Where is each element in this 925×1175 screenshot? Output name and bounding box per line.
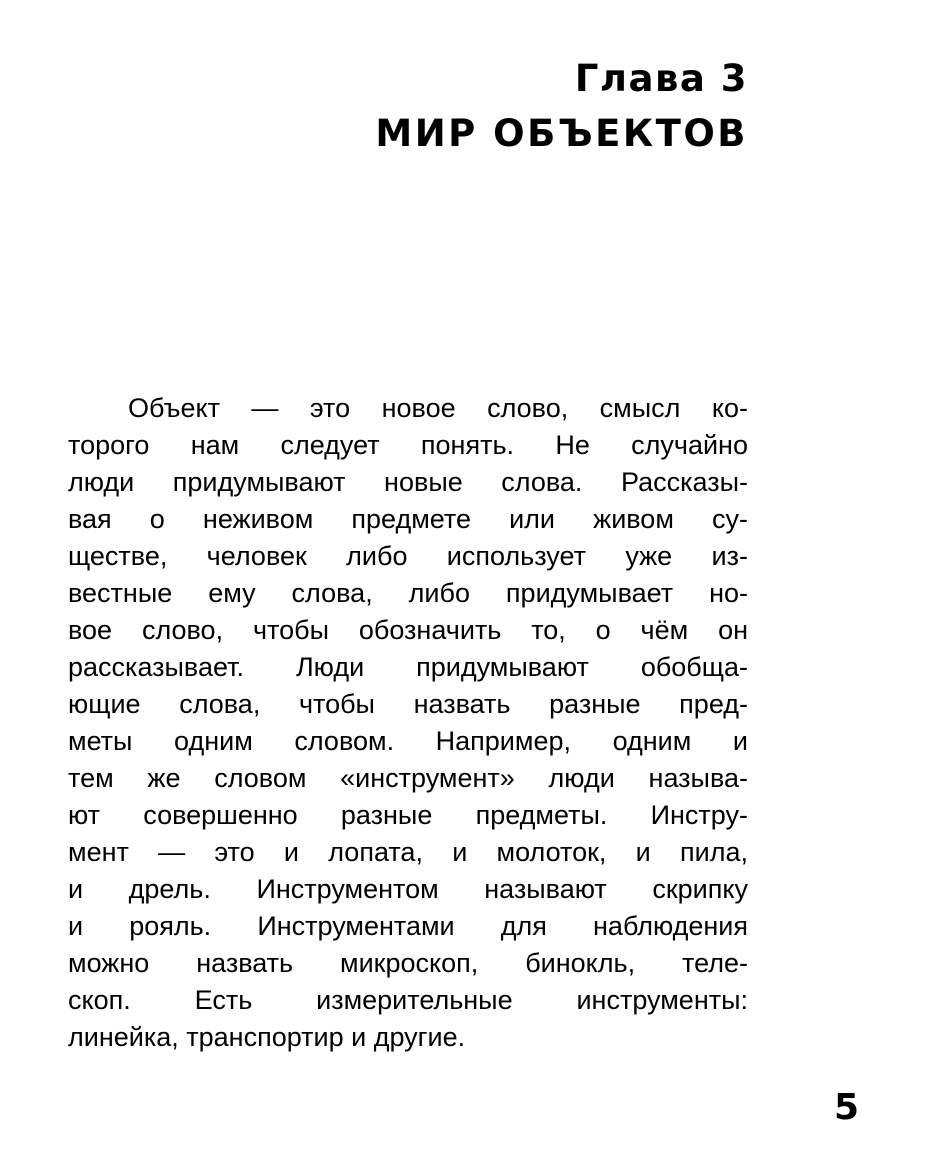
paragraph-line: ют совершенно разные предметы. Инстру- (68, 800, 748, 830)
paragraph-line: скоп. Есть измерительные инструменты: (68, 985, 748, 1015)
paragraph-line: Объект — это новое слово, смысл ко- (128, 393, 748, 423)
paragraph-line: и рояль. Инструментами для наблюдения (68, 911, 748, 941)
paragraph-line: ющие слова, чтобы назвать разные пред- (68, 689, 748, 719)
paragraph-line: вое слово, чтобы обозначить то, о чём он (68, 615, 748, 645)
paragraph-line: и дрель. Инструментом называют скрипку (68, 874, 748, 904)
paragraph-line: линейка, транспортир и другие. (68, 1022, 466, 1052)
paragraph-line: мент — это и лопата, и молоток, и пила, (68, 837, 748, 867)
chapter-title: МИР ОБЪЕКТОВ (375, 112, 748, 155)
paragraph-line: тем же словом «инструмент» люди называ- (68, 763, 748, 793)
paragraph-line: вестные ему слова, либо придумывает но- (68, 578, 748, 608)
paragraph-line: рассказывает. Люди придумывают обобща- (68, 652, 748, 682)
paragraph-line: торого нам следует понять. Не случайно (68, 430, 748, 460)
page-number: 5 (833, 1087, 859, 1128)
body-paragraph (68, 390, 748, 1056)
paragraph-line: меты одним словом. Например, одним и (68, 726, 748, 756)
paragraph-line: вая о неживом предмете или живом су- (68, 504, 748, 534)
paragraph-line: ществе, человек либо использует уже из- (68, 541, 748, 571)
paragraph-line: люди придумывают новые слова. Рассказы- (68, 467, 748, 497)
paragraph-line: можно назвать микроскоп, бинокль, теле- (68, 948, 748, 978)
chapter-number: Глава 3 (574, 57, 748, 100)
